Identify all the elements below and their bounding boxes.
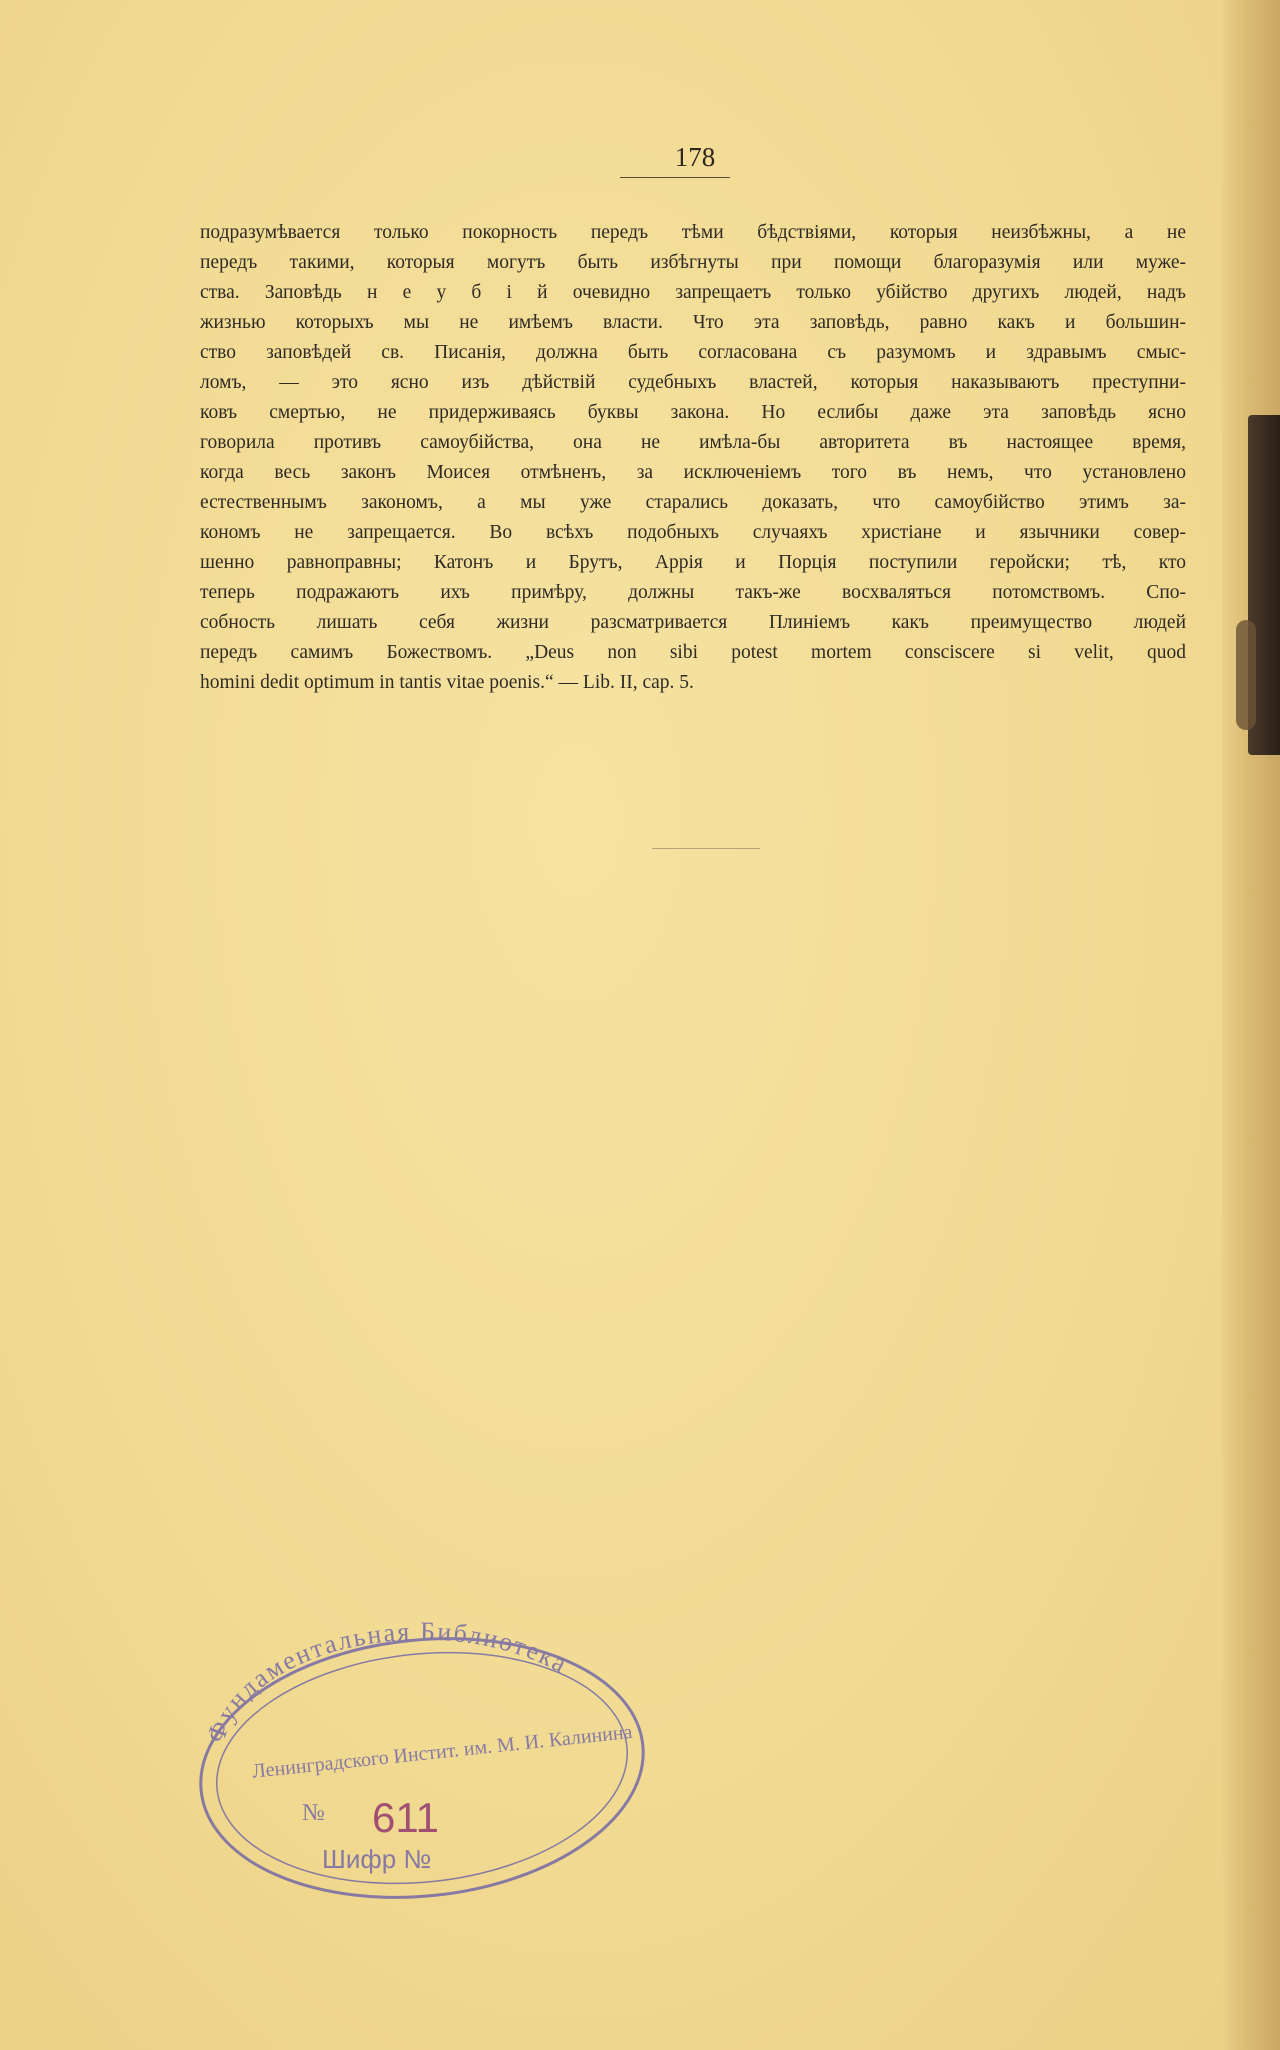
text-line: кономъ не запрещается. Во всѣхъ подобныхъ случаяхъ христіане и язычники совер- <box>200 522 1186 543</box>
page-edge-tear <box>1236 620 1256 730</box>
text-line: говорила противъ самоубійства, она не имѣла-бы авторитета въ настоящее время, <box>200 432 1186 453</box>
text-line: ство заповѣдей св. Писанія, должна быть согласована съ разумомъ и здравымъ смыс- <box>200 342 1186 363</box>
svg-text:Фундаментальная Библиотека <box>201 1620 573 1746</box>
text-line: собность лишать себя жизни разсматривается Плиніемъ какъ преимущество людей <box>200 612 1186 633</box>
library-stamp-graphic <box>182 1620 662 1910</box>
text-line: передъ такими, которыя могутъ быть избѣгнуты при помощи благоразумія или муже- <box>200 252 1186 273</box>
text-line: передъ самимъ Божествомъ. „Deus non sibi potest mortem consciscere si velit, quod <box>200 642 1186 663</box>
header-rule <box>620 177 730 178</box>
text-line: жизнью которыхъ мы не имѣемъ власти. Что эта заповѣдь, равно какъ и большин- <box>200 312 1186 333</box>
text-line: когда весь законъ Моисея отмѣненъ, за исключеніемъ того въ немъ, что установлено <box>200 462 1186 483</box>
body-paragraph <box>200 218 1186 698</box>
page-edge-shadow <box>1222 0 1280 2050</box>
text-line: ковъ смертью, не придерживаясь буквы закона. Но еслибы даже эта заповѣдь ясно <box>200 402 1186 423</box>
stamp-outer-text: Фундаментальная Библиотека <box>200 1620 574 1747</box>
text-line: естественнымъ закономъ, а мы уже старались доказать, что самоубійство этимъ за- <box>200 492 1186 513</box>
page-number: 178 <box>674 142 716 172</box>
library-stamp <box>182 1620 662 1910</box>
text-line: шенно равноправны; Катонъ и Брутъ, Аррія и Порція поступили геройски; тѣ, кто <box>200 552 1186 573</box>
text-line: подразумѣвается только покорность передъ тѣми бѣдствіями, которыя неизбѣжны, а не <box>200 222 1186 243</box>
text-line: ства. Заповѣдь н е у б і й очевидно запрещаетъ только убійство другихъ людей, надъ <box>200 282 1186 303</box>
stamp-cipher-label: Шифр № <box>322 1844 432 1874</box>
stamp-number-label: № <box>302 1800 325 1826</box>
stamp-inner-text: Ленинградского Инстит. им. М. И. Калинина <box>251 1720 634 1783</box>
stamp-number-value: 611 <box>372 1794 439 1841</box>
section-end-rule <box>652 848 760 849</box>
text-line: homini dedit optimum in tantis vitae poenis.“ — Lib. II, cap. 5. <box>200 672 694 693</box>
text-line: ломъ, — это ясно изъ дѣйствій судебныхъ властей, которыя наказываютъ преступни- <box>200 372 1186 393</box>
text-line: теперь подражаютъ ихъ примѣру, должны такъ-же восхваляться потомствомъ. Спо- <box>200 582 1186 603</box>
